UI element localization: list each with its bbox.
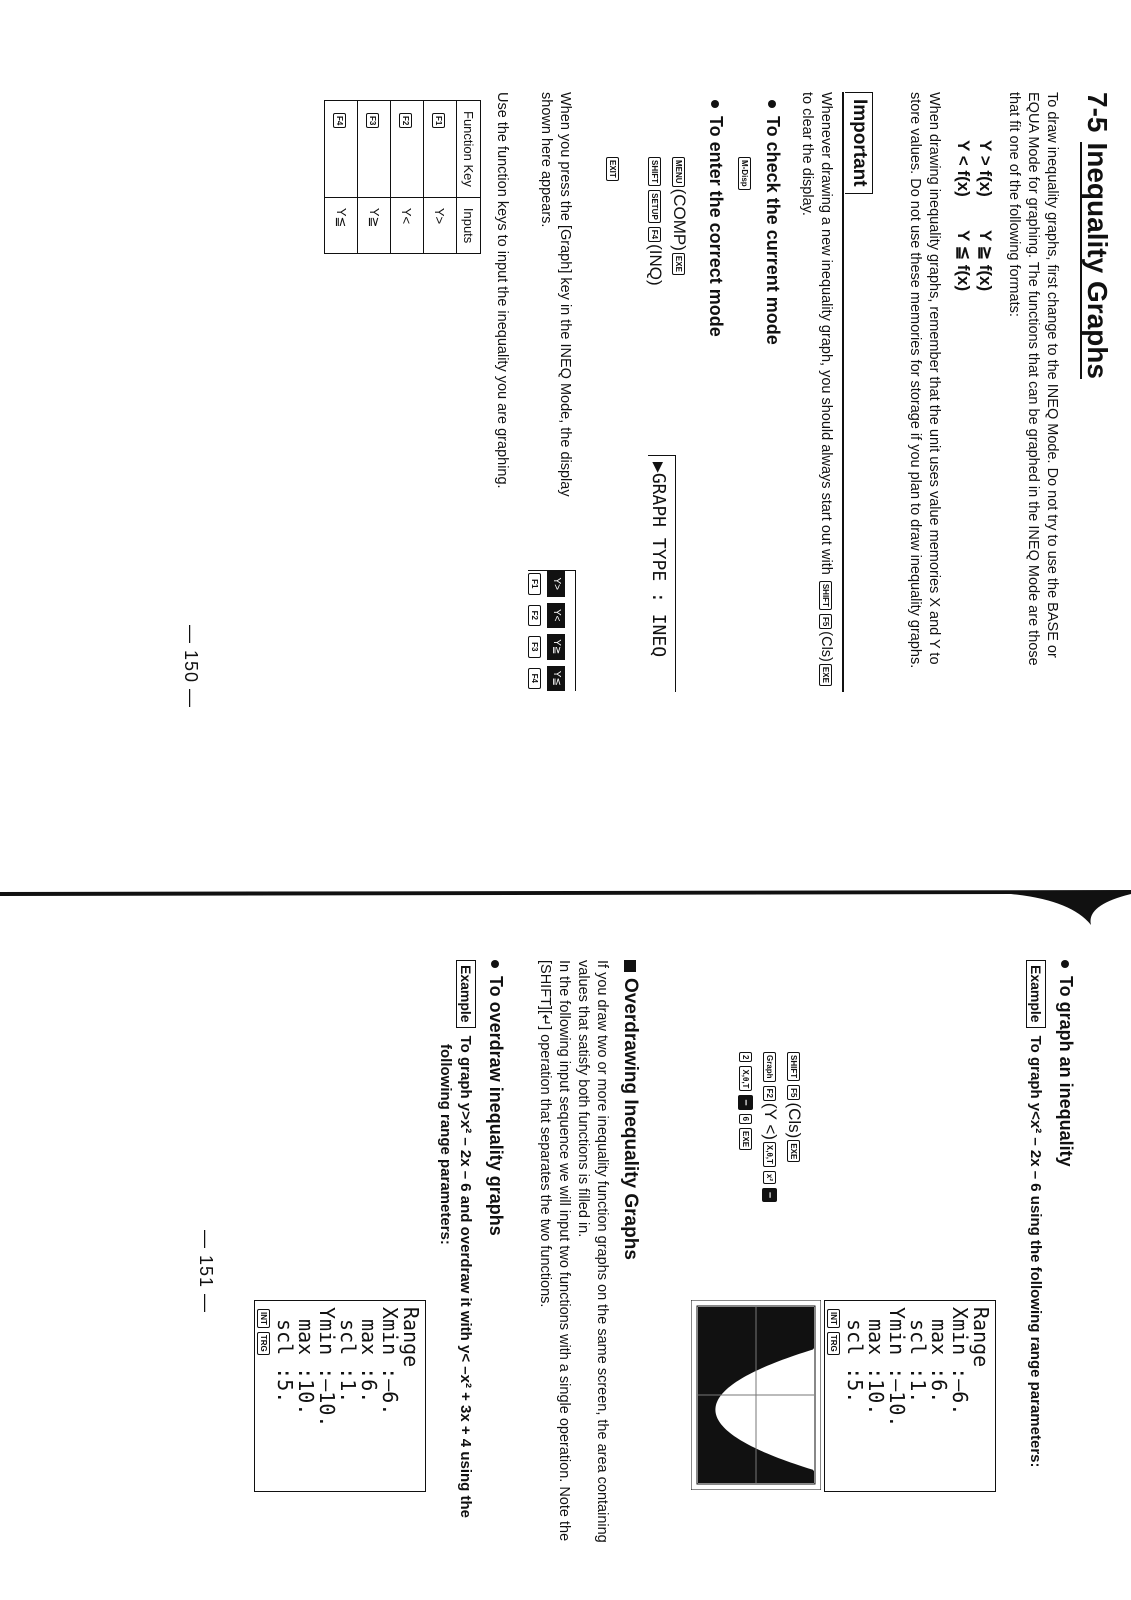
x-theta-t-key: X,θ,T [763, 1142, 776, 1167]
bullet-icon [768, 100, 776, 108]
two-key: 2 [739, 1052, 752, 1062]
exe-key: EXE [672, 253, 685, 275]
memory-note: When drawing inequality graphs, remember that the unit uses value memories X and Y to store values. Do not use these memories for storage if you plan to draw inequality graphs. [907, 92, 942, 669]
example-label-1: Example [1026, 960, 1046, 1028]
section-square-icon [624, 960, 636, 972]
page-number-150: — 150 — [181, 625, 201, 709]
example-label-2: Example [456, 960, 476, 1028]
important-text [797, 92, 835, 702]
range-footer-2: INTTRG [257, 1307, 270, 1357]
exit-key-line [601, 155, 625, 183]
menu-bar [547, 571, 565, 691]
format-1: Y > f(x) [976, 140, 995, 197]
graph-key: Graph [763, 1052, 776, 1082]
m-disp-key: M-Disp [738, 157, 751, 190]
format-3: Y < f(x) [954, 140, 973, 197]
range-params-2: Range Xmin :–6. max :6. scl :1. Ymin :–10. max :10. scl :5. [273, 1307, 423, 1428]
fk-intro: Use the function keys to input the inequality you are graphing. [494, 92, 510, 489]
setup-key: SETUP [648, 190, 661, 223]
enter-mode-heading [705, 100, 726, 337]
exe-key: EXE [787, 1140, 800, 1162]
range-display-2 [254, 1300, 426, 1492]
fk-header-inputs: Inputs [457, 197, 481, 253]
menu-display [528, 570, 576, 691]
f4-key: F4 [648, 227, 661, 242]
bullet-icon [711, 100, 719, 108]
graph-type-display [648, 455, 676, 692]
menu-item-1[interactable]: Y> [547, 571, 565, 597]
fkey-label-3: F3 [528, 636, 541, 658]
menu-item-2[interactable]: Y< [547, 603, 565, 629]
menu-key: MENU [672, 157, 685, 187]
graph-type-text: ▶GRAPH TYPE : INEQ [648, 462, 669, 658]
section-title-text: Inequality Graphs [1082, 142, 1113, 379]
example1-text: To graph y<x² – 2x – 6 using the following range parameters: [1027, 1035, 1044, 1468]
section-number: 7-5 [1082, 92, 1113, 133]
important-box [845, 92, 873, 194]
exe-key: EXE [819, 664, 832, 686]
bullet-icon [1061, 960, 1069, 968]
overdraw-text-2: In the following input sequence we will input two functions with a single operation. Note the [SHIFT][↵] operation that separates the two functions. [537, 960, 572, 1542]
enter-mode-heading-text: To enter the correct mode [706, 116, 726, 337]
format-4: Y ≦ f(x) [954, 230, 973, 292]
graph-heading [1055, 960, 1076, 1167]
enter-mode-seq-1 [667, 155, 691, 277]
x-theta-t-key: X,θ,T [739, 1066, 752, 1091]
example1-line [1025, 960, 1046, 1468]
intro-paragraph: To draw inequality graphs, first change to the INEQ Mode. Do not try to use the BASE or EQUA Mode for graphing. The functions that can be graphed in the INEQ Mode are those that fit one of the following formats: [1006, 92, 1060, 666]
exit-key: EXIT [606, 157, 619, 181]
check-mode-heading [762, 100, 783, 345]
important-text-prefix: Whenever drawing a new inequality graph, you should always start out with [818, 92, 834, 575]
x-squared-key: x² [763, 1171, 776, 1184]
check-mode-heading-text: To check the current mode [763, 116, 783, 345]
minus-key: – [738, 1095, 753, 1109]
f2-key: F2 [763, 1086, 776, 1101]
example2-text-1: To graph y>x² – 2x – 6 and overdraw it with y< –x² + 3x + 4 using the [457, 1035, 474, 1518]
example2-text-2: following range parameters: [437, 1044, 454, 1245]
formats-list [952, 140, 996, 320]
overdraw-text-1: If you draw two or more inequality function graphs on the same screen, the area containing values that satisfy both functions is filled in. [575, 960, 610, 1543]
graph-heading-text: To graph an inequality [1056, 976, 1076, 1167]
overdraw-heading-text: To overdraw inequality graphs [486, 976, 506, 1236]
enter-mode-seq-2 [643, 155, 667, 286]
overdraw-title-text: Overdrawing Inequality Graphs [620, 978, 641, 1260]
minus-key: – [762, 1188, 777, 1202]
table-row: F4 Y≦ [325, 101, 358, 254]
range-params-1: Range Xmin :–6. max :6. scl :1. Ymin :–10. max :10. scl :5. [843, 1307, 993, 1428]
shift-key: SHIFT [648, 157, 661, 186]
table-row: F3 Y≧ [358, 101, 391, 254]
inq-label: (INQ) [646, 244, 665, 286]
table-row: F1 Y> [424, 101, 457, 254]
table-row: F2 Y< [391, 101, 424, 254]
cls-label: (Cls) [818, 631, 834, 662]
range-footer-1: INTTRG [827, 1307, 840, 1357]
section-title [1081, 92, 1113, 379]
overdraw-title [619, 960, 641, 1260]
bullet-icon [491, 960, 499, 968]
menu-fkeys [528, 571, 541, 691]
example2-line [435, 960, 476, 1580]
inequality-graph [691, 1300, 821, 1490]
fkey-label-1: F1 [528, 573, 541, 595]
fkey-label-4: F4 [528, 668, 541, 690]
important-label: Important [845, 92, 873, 194]
exe-key: EXE [739, 1128, 752, 1150]
comp-label: (COMP) [670, 188, 689, 251]
fkey-label-2: F2 [528, 605, 541, 627]
graph-seq: SHIFTF5(Cls)EXE GraphF2(Y <)X,θ,Tx²– 2X,θ,T–6EXE [734, 1050, 806, 1204]
shift-key: SHIFT [819, 581, 832, 610]
function-key-table [324, 100, 481, 254]
graph-key-note: When you press the [Graph] key in the INEQ Mode, the display shown here appears. [538, 92, 573, 497]
six-key: 6 [739, 1114, 752, 1124]
menu-item-4[interactable]: Y≦ [547, 666, 565, 692]
spine-shadow [0, 870, 1131, 930]
page-number-151: — 151 — [196, 1230, 216, 1314]
overdraw-heading [485, 960, 506, 1236]
fk-header-key: Function Key [457, 101, 481, 198]
f5-key: F5 [787, 1085, 800, 1100]
important-text-suffix: to clear the display. [799, 92, 815, 216]
check-mode-keys [735, 155, 753, 192]
range-display-1 [824, 1300, 996, 1492]
menu-item-3[interactable]: Y≧ [547, 634, 565, 660]
format-2: Y ≧ f(x) [976, 230, 995, 292]
f5-key: F5 [819, 614, 832, 629]
shift-key: SHIFT [787, 1052, 800, 1081]
